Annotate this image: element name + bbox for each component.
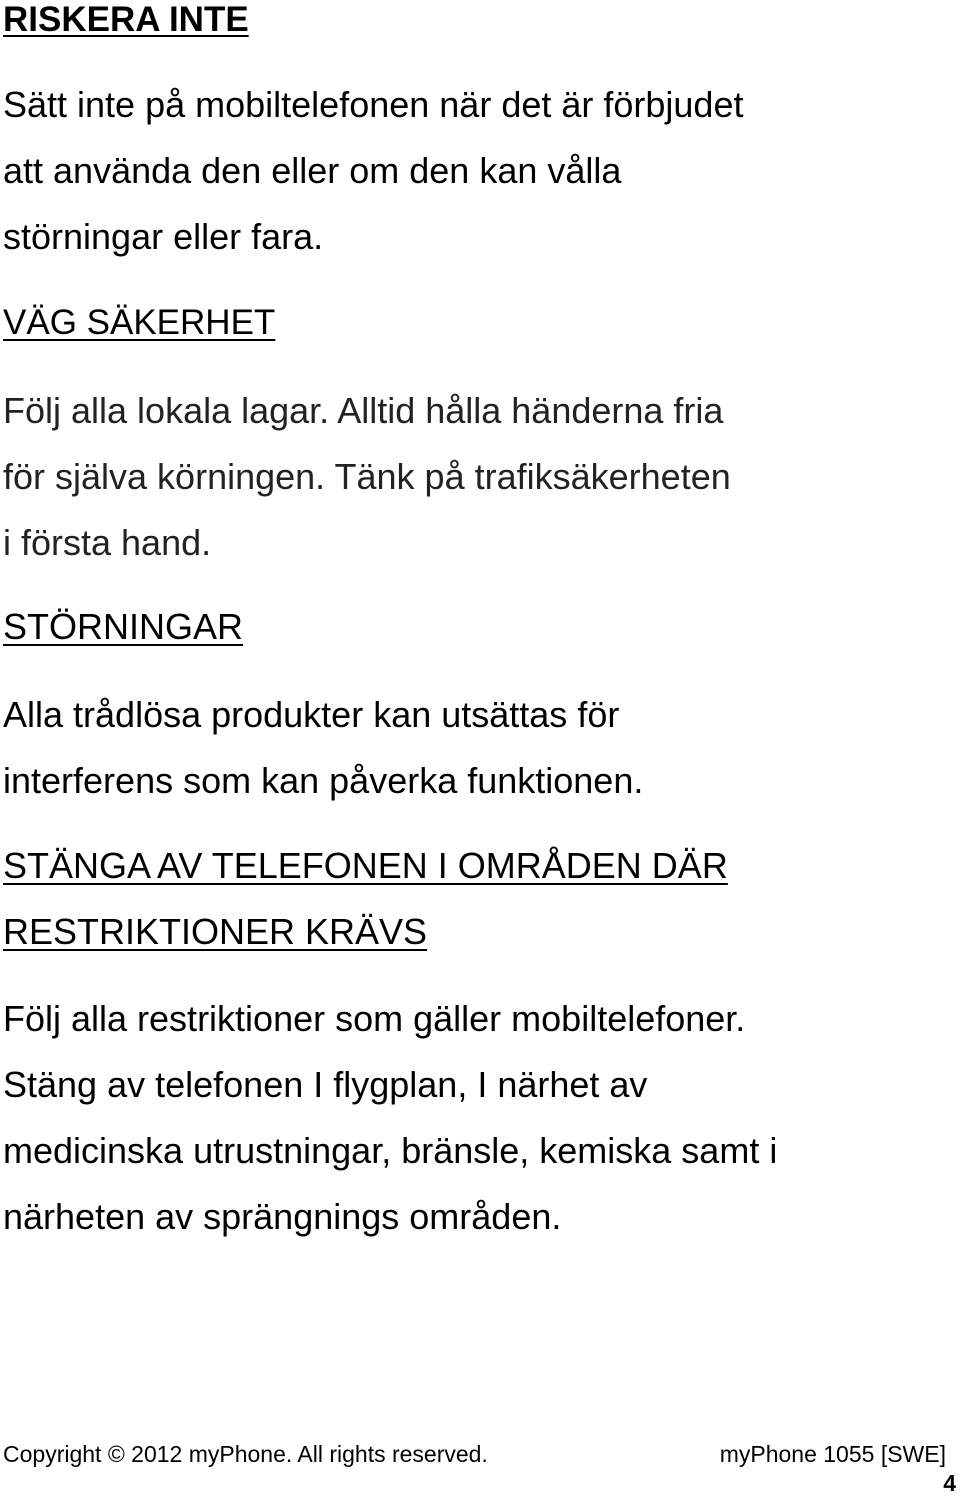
heading-storningar: STÖRNINGAR (3, 606, 244, 647)
paragraph-line: Följ alla restriktioner som gäller mobiltelefoner. (3, 998, 746, 1039)
paragraph-line: närheten av sprängnings områden. (3, 1196, 562, 1237)
paragraph-riskera-inte (3, 72, 743, 270)
paragraph-vag-sakerhet (3, 378, 731, 576)
paragraph-line: för själva körningen. Tänk på trafiksäkerheten (3, 456, 731, 497)
footer-copyright: Copyright © 2012 myPhone. All rights reserved. (3, 1441, 488, 1467)
paragraph-stanga-av-telefonen (3, 986, 777, 1250)
paragraph-line: störningar eller fara. (3, 216, 324, 257)
heading-vag-sakerhet: VÄG SÄKERHET (3, 303, 276, 342)
paragraph-line: interferens som kan påverka funktionen. (3, 760, 644, 801)
paragraph-line: i första hand. (3, 522, 212, 563)
paragraph-storningar (3, 682, 643, 814)
page-footer (0, 1434, 960, 1474)
paragraph-line: medicinska utrustningar, bränsle, kemiska samt i (3, 1130, 778, 1171)
footer-model: myPhone 1055 [SWE] (719, 1441, 946, 1467)
heading-line: RESTRIKTIONER KRÄVS (3, 911, 428, 952)
paragraph-line: Stäng av telefonen I flygplan, I närhet av (3, 1064, 648, 1105)
paragraph-line: Följ alla lokala lagar. Alltid hålla händerna fria (3, 390, 724, 431)
heading-line: STÄNGA AV TELEFONEN I OMRÅDEN DÄR (3, 845, 728, 886)
paragraph-line: att använda den eller om den kan vålla (3, 150, 622, 191)
paragraph-line: Sätt inte på mobiltelefonen när det är förbjudet (3, 84, 744, 125)
heading-riskera-inte: RISKERA INTE (3, 0, 249, 39)
heading-stanga-av-telefonen (3, 833, 728, 965)
paragraph-line: Alla trådlösa produkter kan utsättas för (3, 694, 620, 735)
page-number: 4 (943, 1470, 956, 1496)
